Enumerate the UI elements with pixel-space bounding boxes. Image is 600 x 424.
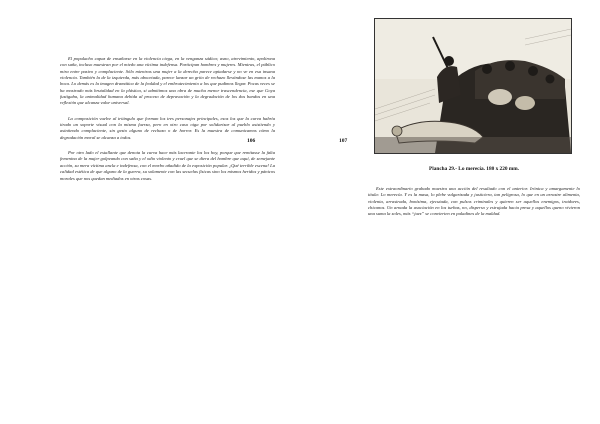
left-paragraph-3: Por otro lado el estallante que denota la curva hace más lacerante los los hoy, porque que remitasse la falta femenina de la mujer golpeando con saña y el odio violento y cruel que se diera del hombre que aquí, de semejante acción, su mera víctima ancla e indefensa, con el morbo añadido de la exposición popular. ¡Qué terrible escena! La calidad estética de que alguno de la guerra, su solamente con las secuelas físicas sino los mismos heridos y pánicos morales que nos quedan mediados en otras cosas.	[60, 150, 275, 181]
etching-mob-scene-icon	[375, 19, 571, 153]
left-paragraph-1: El populacho capaz de ensañarse en la violencia ciega, en la venganza sádica; asno, atrevimiento, apoltrona con saña, incluso muestran por el miedo una víctima indefensa. Participan hombres y mujeres. Mientras, el público mira entre pasivo y complaciente. Sólo mientras una mujer a la derecha parece apiadarse y no ve en esa insana violencia. También la de la izquierda, más abocetada, parece lanzar un grito de rechazo llevándose las manos a la boca. Lo demás es la imagen dramática de la fealdad y el embrutecimiento a los que pudimos llegar. Pocas veces se ha mostrado más brutalidad en la plástica, si admitimos una obra de mucha menor trascendencia, ese que Goya fustigaba, la animalidad humana debida al proceso de depravación y la degradación de los dos bandos en una reflexión que alcanza valor universal.	[60, 56, 275, 106]
left-page-number: 106	[247, 138, 256, 144]
etching-plate-image	[374, 18, 572, 154]
right-paragraph-1: Este extraordinario grabado muestra una acción del resultado con el anterior. Irónica y amargamente lo titula: Lo merecía. Y es la masa, lo plebe vulgarizada y justiciera, tan peligrosa, lo que en un arrastre alimenta, violenta, arrastrada, bonísima, ejecutada, con pulsos criminales y quieren ser aquellos enemigos, traidores, chicanos. Un arnada la asociación en los turbas, no, disperso y estrujada hacia presa y aquellos queno vivieron una suma la soles, más “juez” se convierten en paladines de la maldad.	[368, 186, 580, 217]
right-page	[368, 18, 580, 227]
plate-caption: Plancha 29.- Lo merecía. 180 x 220 mm.	[429, 166, 519, 172]
left-page	[60, 56, 275, 191]
left-paragraph-2: La composición vuelve al triángulo que forman los tres personajes principales, esos los que la curva habría tirado un soporte visual con la misma fuerza, pero en otro caso oiga por solidarizar al pueblo asistiendo y asintiendo complaciente, sin gesto alguno de rechazo o de horror. Es la muestra de comunicamos cómo la degradación moral se alcanza a todos.	[60, 115, 275, 140]
right-page-number: 107	[339, 138, 348, 144]
